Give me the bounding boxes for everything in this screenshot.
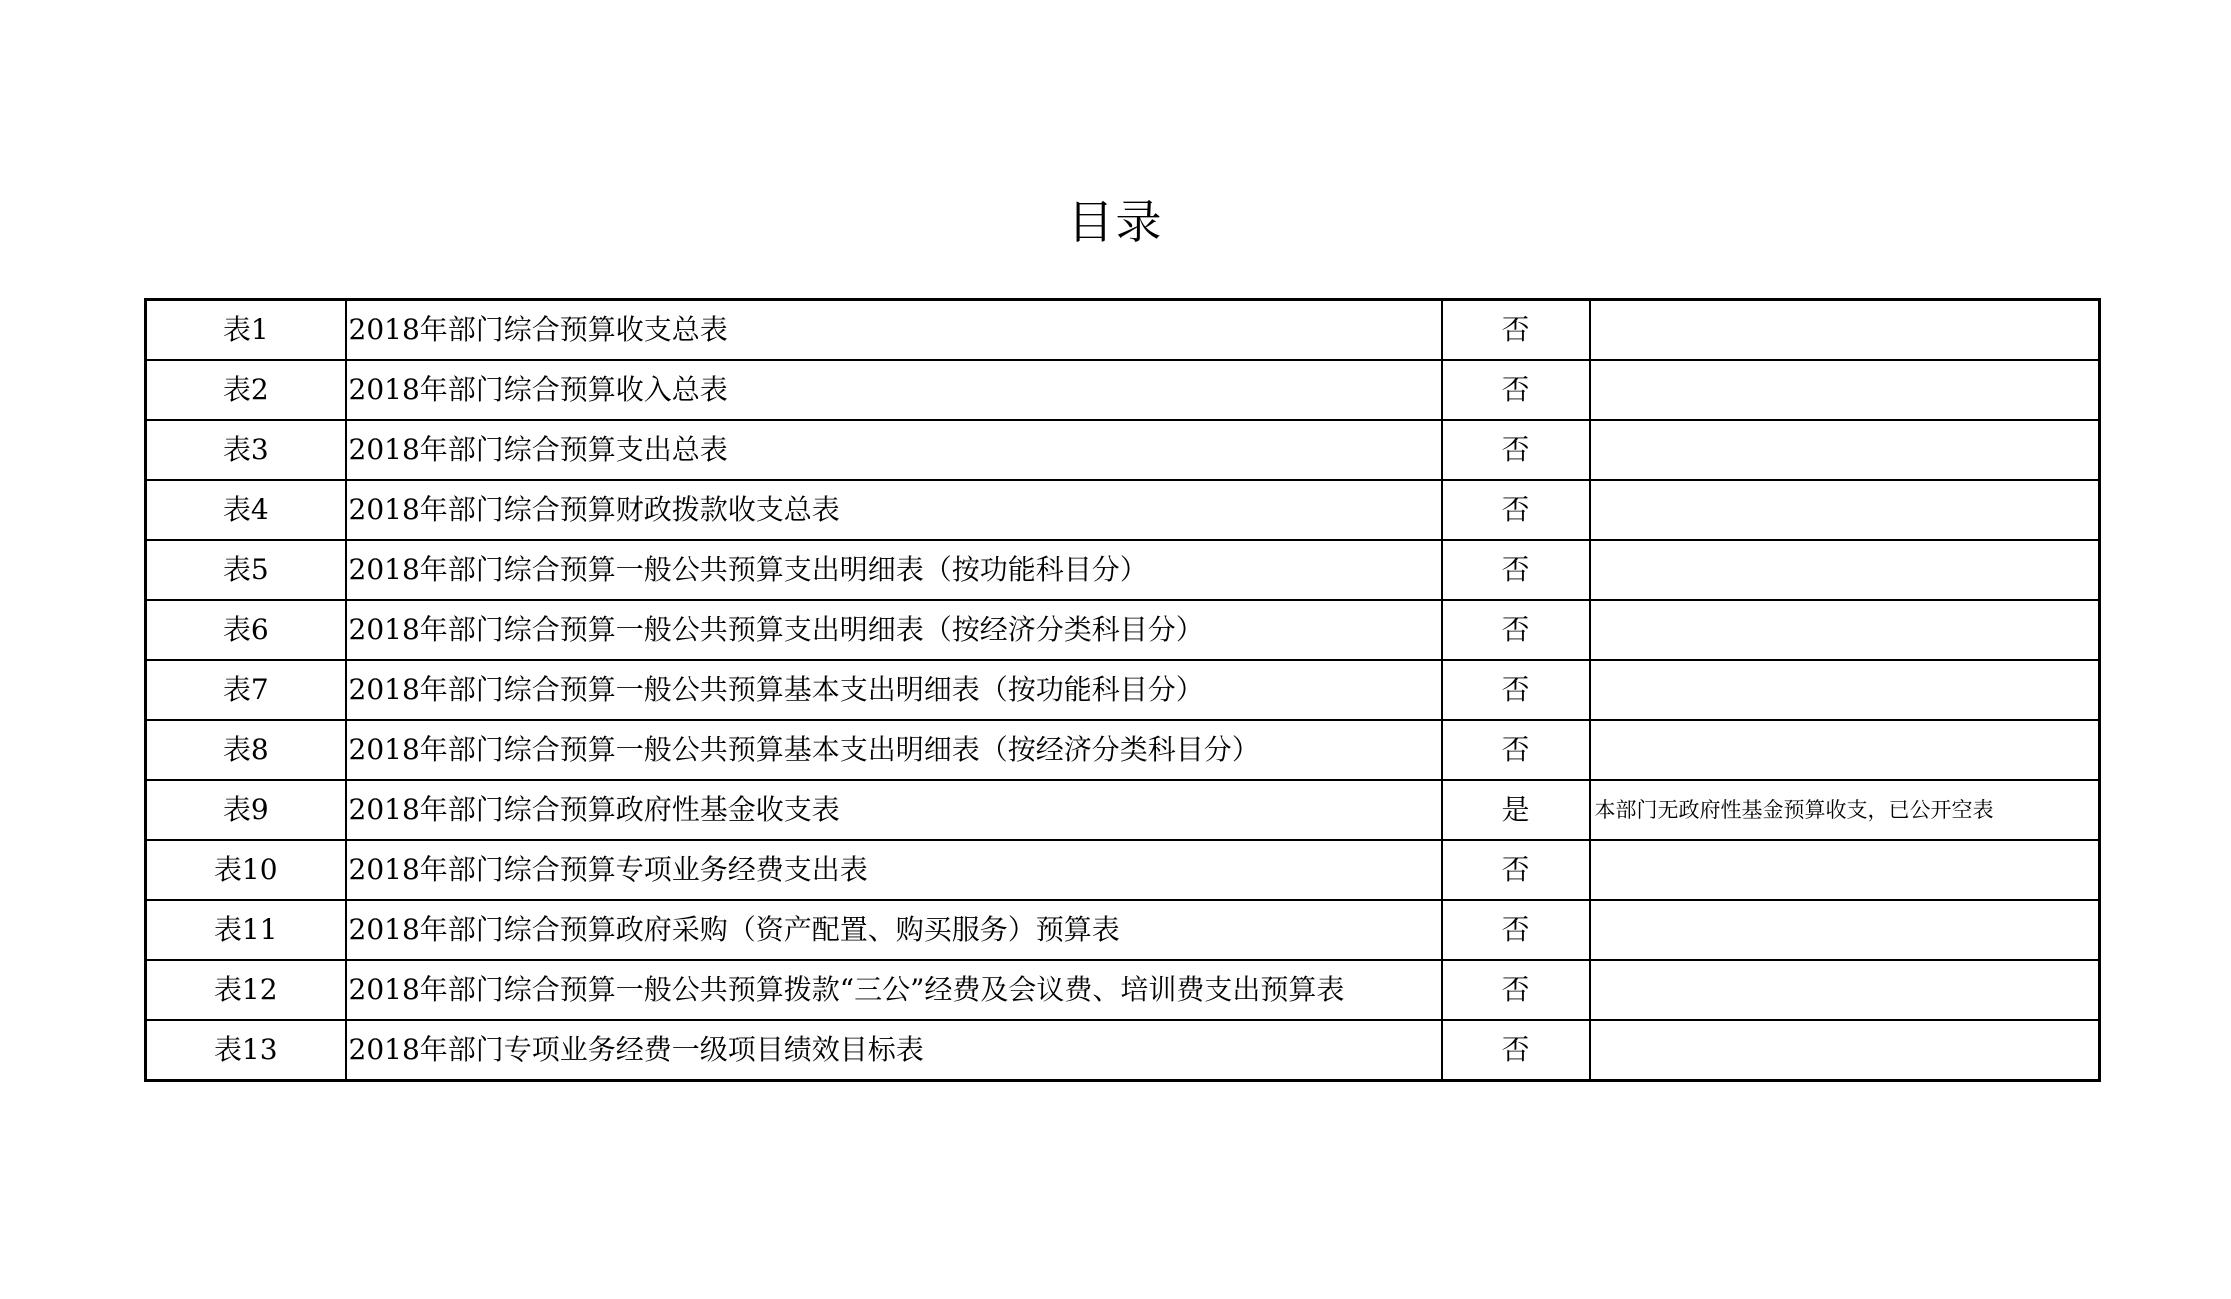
table-name-cell: 2018年部门综合预算一般公共预算支出明细表（按经济分类科目分） xyxy=(346,600,1442,660)
empty-table-flag-cell: 否 xyxy=(1442,420,1590,480)
table-name-cell: 2018年部门综合预算财政拨款收支总表 xyxy=(346,480,1442,540)
empty-table-flag-cell: 否 xyxy=(1442,300,1590,361)
table-number-cell: 表2 xyxy=(146,360,346,420)
table-number-cell: 表7 xyxy=(146,660,346,720)
table-number-cell: 表5 xyxy=(146,540,346,600)
table-row xyxy=(146,480,2100,540)
table-row xyxy=(146,660,2100,720)
empty-table-flag-cell: 否 xyxy=(1442,900,1590,960)
table-name-cell: 2018年部门综合预算一般公共预算支出明细表（按功能科目分） xyxy=(346,540,1442,600)
note-cell xyxy=(1590,960,2100,1020)
table-name-cell: 2018年部门综合预算一般公共预算拨款“三公”经费及会议费、培训费支出预算表 xyxy=(346,960,1442,1020)
table-number-cell: 表3 xyxy=(146,420,346,480)
table-body xyxy=(146,300,2100,1081)
table-row xyxy=(146,720,2100,780)
table-row xyxy=(146,540,2100,600)
table-name-cell: 2018年部门综合预算一般公共预算基本支出明细表（按经济分类科目分） xyxy=(346,720,1442,780)
table-number-cell: 表4 xyxy=(146,480,346,540)
note-cell xyxy=(1590,840,2100,900)
note-cell xyxy=(1590,600,2100,660)
note-cell xyxy=(1590,540,2100,600)
empty-table-flag-cell: 否 xyxy=(1442,540,1590,600)
table-row xyxy=(146,960,2100,1020)
empty-table-flag-cell: 否 xyxy=(1442,840,1590,900)
empty-table-flag-cell: 否 xyxy=(1442,600,1590,660)
table-number-cell: 表10 xyxy=(146,840,346,900)
table-number-cell: 表1 xyxy=(146,300,346,361)
table-row xyxy=(146,840,2100,900)
note-cell xyxy=(1590,420,2100,480)
table-row xyxy=(146,900,2100,960)
table-name-cell: 2018年部门综合预算专项业务经费支出表 xyxy=(346,840,1442,900)
table-name-cell: 2018年部门综合预算政府采购（资产配置、购买服务）预算表 xyxy=(346,900,1442,960)
table-name-cell: 2018年部门综合预算收入总表 xyxy=(346,360,1442,420)
table-number-cell: 表13 xyxy=(146,1020,346,1081)
table-row xyxy=(146,780,2100,840)
table-number-cell: 表9 xyxy=(146,780,346,840)
table-of-contents xyxy=(144,298,2101,1082)
note-cell: 本部门无政府性基金预算收支，已公开空表 xyxy=(1590,780,2100,840)
table-name-cell: 2018年部门综合预算一般公共预算基本支出明细表（按功能科目分） xyxy=(346,660,1442,720)
table-name-cell: 2018年部门综合预算收支总表 xyxy=(346,300,1442,361)
empty-table-flag-cell: 否 xyxy=(1442,720,1590,780)
table-row xyxy=(146,300,2100,361)
table-row xyxy=(146,600,2100,660)
note-cell xyxy=(1590,900,2100,960)
table-name-cell: 2018年部门综合预算支出总表 xyxy=(346,420,1442,480)
empty-table-flag-cell: 否 xyxy=(1442,360,1590,420)
table-number-cell: 表11 xyxy=(146,900,346,960)
table-row xyxy=(146,420,2100,480)
empty-table-flag-cell: 是 xyxy=(1442,780,1590,840)
table-number-cell: 表12 xyxy=(146,960,346,1020)
empty-table-flag-cell: 否 xyxy=(1442,1020,1590,1081)
empty-table-flag-cell: 否 xyxy=(1442,960,1590,1020)
table-name-cell: 2018年部门专项业务经费一级项目绩效目标表 xyxy=(346,1020,1442,1081)
note-cell xyxy=(1590,660,2100,720)
note-cell xyxy=(1590,1020,2100,1081)
table-name-cell: 2018年部门综合预算政府性基金收支表 xyxy=(346,780,1442,840)
table-row xyxy=(146,360,2100,420)
note-cell xyxy=(1590,300,2100,361)
page-title: 目录 xyxy=(1067,195,1164,249)
note-cell xyxy=(1590,720,2100,780)
table-row xyxy=(146,1020,2100,1081)
note-cell xyxy=(1590,360,2100,420)
table-number-cell: 表6 xyxy=(146,600,346,660)
table-number-cell: 表8 xyxy=(146,720,346,780)
empty-table-flag-cell: 否 xyxy=(1442,660,1590,720)
note-cell xyxy=(1590,480,2100,540)
empty-table-flag-cell: 否 xyxy=(1442,480,1590,540)
